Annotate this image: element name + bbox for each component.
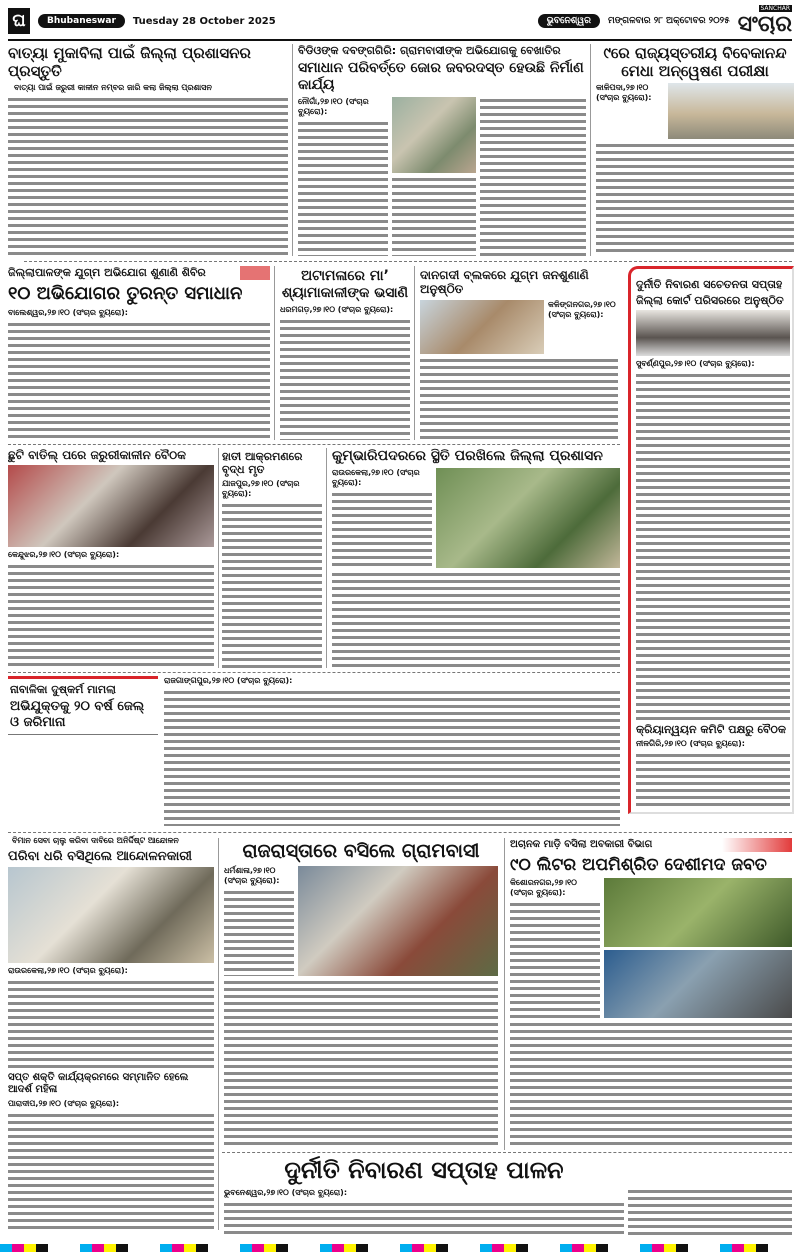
s2-photo xyxy=(392,97,476,173)
s5-dateline: ଧରମଗଡ଼,୨୭।୧୦ (ସଂଚାର ବ୍ୟୁରୋ): xyxy=(280,304,394,314)
s6-dateline: କଳିଙ୍ଗନଗର,୨୭।୧୦ (ସଂଚାର ବ୍ୟୁରୋ): xyxy=(548,299,616,319)
story-s2 xyxy=(298,44,586,256)
s3-photo xyxy=(668,83,794,139)
story-s8 xyxy=(8,448,214,668)
s15-body xyxy=(8,1112,214,1230)
s3-body xyxy=(596,142,794,256)
story-s9 xyxy=(222,450,322,668)
edition-date: Tuesday 28 October 2025 xyxy=(132,15,276,27)
divider xyxy=(24,261,792,262)
story-s13 xyxy=(224,840,498,1148)
story-s3 xyxy=(596,44,794,256)
divider xyxy=(8,832,792,833)
s12-subhead: ବିମାନ ସେବା ଚାଲୁ କରିବା ଦାବିରେ ଅନିର୍ଦ୍ଦିଷ୍ଟ ଆନ୍ଦୋଳନ xyxy=(12,836,179,845)
s16-body xyxy=(224,1201,624,1236)
s11-box xyxy=(8,676,158,735)
page-letter: ଘ xyxy=(8,8,30,34)
s12-body xyxy=(8,979,214,1068)
registration-marks xyxy=(0,1244,800,1252)
edition-date-odia: ମଙ୍ଗଳବାର ୨୮ ଅକ୍ଟୋବର ୨୦୨୫ xyxy=(607,16,730,26)
s3-headline: ୯ରେ ରାଜ୍ୟସ୍ତରୀୟ ବିବେକାନନ୍ଦ ମେଧା ଅନ୍ୱେଷଣ ପରୀକ୍ଷା xyxy=(603,44,787,80)
s12-dateline: ରାଉରକେଲା,୨୭।୧୦ (ସଂଚାର ବ୍ୟୁରୋ): xyxy=(8,966,128,976)
divider xyxy=(8,672,620,673)
s2-kicker: ବିଡିଓଙ୍କ ଦବଙ୍ଗଗିରି: ଗ୍ରାମବାସୀଙ୍କ ଅଭିଯୋଗକୁ ବେଖାତିର xyxy=(298,44,561,57)
article-body-text xyxy=(224,979,498,1148)
s10-dateline: ରାଉରକେଲା,୨୭।୧୦ (ସଂଚାର ବ୍ୟୁରୋ): xyxy=(332,467,420,487)
s7-photo xyxy=(636,310,790,356)
story-s5 xyxy=(280,268,410,440)
s2-body xyxy=(298,120,388,256)
story-s10 xyxy=(332,448,620,668)
s14-body xyxy=(510,1021,792,1148)
s7-body xyxy=(636,372,790,720)
edition-city: Bhubaneswar xyxy=(38,14,125,28)
s5-body xyxy=(280,318,410,440)
s14-photo-2 xyxy=(604,950,792,1019)
s10-headline: କୁମ୍ଭାରିପଦରରେ ସ୍ଥିତି ପରଖିଲେ ଜିଲ୍ଲା ପ୍ରଶାସନ xyxy=(332,448,603,464)
s13-photo xyxy=(298,866,498,976)
s7-headline1: ଦୁର୍ନୀତି ନିବାରଣ ସଚେତନତା ସପ୍ତାହ xyxy=(636,278,783,291)
article-body-text xyxy=(332,491,432,568)
s8-body xyxy=(8,563,214,668)
s10-body xyxy=(332,571,620,668)
divider xyxy=(504,838,505,1150)
s1-headline: ବାତ୍ୟା ମୁକାବିଲା ପାଇଁ ଜିଲ୍ଲା ପ୍ରଶାସନର ପ୍ରସ୍ତୁତି xyxy=(8,44,251,80)
s13-dateline: ଧର୍ମଶାଳା,୨୭।୧୦ (ସଂଚାର ବ୍ୟୁରୋ): xyxy=(224,865,280,885)
article-body-text xyxy=(392,176,476,256)
s4-headline: ୧୦ ଅଭିଯୋଗର ତୁରନ୍ତ ସମାଧାନ xyxy=(8,283,243,304)
s3-dateline: କାଳିପଦା,୨୭।୧୦ (ସଂଚାର ବ୍ୟୁରୋ): xyxy=(596,83,652,102)
s14-photo-1 xyxy=(604,878,792,947)
s9-body xyxy=(222,502,322,668)
divider xyxy=(8,444,620,445)
s8-dateline: କେନ୍ଦୁଝର,୨୭।୧୦ (ସଂଚାର ବ୍ୟୁରୋ): xyxy=(8,550,120,560)
s11-headline: ଅଭିଯୁକ୍ତକୁ ୨୦ ବର୍ଷ ଜେଲ୍ ଓ ଜରିମାନା xyxy=(10,699,145,730)
s6-headline: ଦାନଗଦୀ ବ୍ଲକରେ ଯୁଗ୍ମ ଜନଶୁଣାଣି ଅନୁଷ୍ଠିତ xyxy=(420,268,589,297)
s7-sub-headline: କ୍ରିୟାନ୍ୱୟନ କମିଟି ପକ୍ଷରୁ ବୈଠକ xyxy=(636,722,786,736)
article-body-text xyxy=(480,97,586,256)
divider xyxy=(292,44,293,256)
divider xyxy=(218,838,219,1230)
s4-dateline: ବାଲେଶ୍ୱର,୨୭।୧୦ (ସଂଚାର ବ୍ୟୁରୋ): xyxy=(8,307,128,317)
s11-kicker: ନାବାଳିକା ଦୁଷ୍କର୍ମ ମାମଲା xyxy=(10,683,116,696)
s11-dateline: ରାଜଗାଙ୍ଗପୁର,୨୭।୧୦ (ସଂଚାର ବ୍ୟୁରୋ): xyxy=(164,676,293,685)
divider xyxy=(414,266,415,440)
s11-body xyxy=(164,689,620,826)
s6-photo xyxy=(420,300,544,354)
story-s16 xyxy=(224,1156,792,1236)
divider xyxy=(326,448,327,668)
red-accent-block xyxy=(240,266,270,280)
story-s4 xyxy=(8,266,270,440)
s12-headline: ପରିବା ଧରି ବସିଥିଲେ ଆନ୍ଦୋଳନକାରୀ xyxy=(8,848,192,864)
article-body-text xyxy=(628,1188,792,1236)
s9-headline: ହାତୀ ଆକ୍ରମଣରେ ବୃଦ୍ଧ ମୃତ xyxy=(222,450,303,477)
logo-tag: SANCHAR xyxy=(760,4,790,12)
s13-body xyxy=(224,889,294,976)
s8-photo xyxy=(8,465,214,547)
article-body-text xyxy=(636,752,790,810)
s6-body xyxy=(420,357,618,440)
story-s11 xyxy=(8,676,620,826)
divider xyxy=(274,266,275,440)
divider xyxy=(218,448,219,668)
s10-photo xyxy=(436,468,620,568)
s4-kicker: ଜିଲ୍ଲାପାଳଙ୍କ ଯୁଗ୍ମ ଅଭିଯୋଗ ଶୁଣାଣି ଶିବିର xyxy=(8,266,206,280)
story-s6 xyxy=(420,268,618,440)
s14-kicker: ଅଚାନକ ମାଡ଼ି ବସିଲା ଅବକାରୀ ବିଭାଗ xyxy=(510,839,653,850)
divider xyxy=(590,44,591,256)
s7-dateline: ସୁବର୍ଣ୍ଣପୁର,୨୭।୧୦ (ସଂଚାର ବ୍ୟୁରୋ): xyxy=(636,359,755,369)
s16-headline: ଦୁର୍ନୀତି ନିବାରଣ ସପ୍ତାହ ପାଳନ xyxy=(284,1156,564,1184)
s2-dateline: ନୌଗାଁ,୨୭।୧୦ (ସଂଚାର ବ୍ୟୁରୋ): xyxy=(298,96,369,116)
s7-headline2: ଜିଲ୍ଲା କୋର୍ଟ ପରିସରରେ ଅନୁଷ୍ଠିତ xyxy=(636,294,784,308)
story-s15 xyxy=(8,1072,214,1230)
edition-city-odia: ଭୁବନେଶ୍ୱର xyxy=(538,14,600,28)
s5-headline: ଅଟାମଳାରେ ମା’ ଶ୍ୟାମାକାଳୀଙ୍କ ଭସାଣି xyxy=(281,268,409,301)
s16-dateline: ଭୁବନେଶ୍ୱର,୨୭।୧୦ (ସଂଚାର ବ୍ୟୁରୋ): xyxy=(224,1187,348,1197)
article-body-text xyxy=(510,901,600,1018)
story-s12 xyxy=(8,836,214,1068)
s12-photo xyxy=(8,867,214,963)
s15-headline: ସପ୍ତ ଶକ୍ତି କାର୍ଯ୍ୟକ୍ରମରେ ସମ୍ମାନିତ ହେଲେ ଆଦର୍ଶ ମହିଳା xyxy=(8,1072,189,1095)
s1-subhead: ବାତ୍ୟା ପାଇଁ ଜରୁରୀ କାଳୀନ ନମ୍ବର ଜାରି କଲା ଜିଲ୍ଲା ପ୍ରଶାସନ xyxy=(14,83,212,92)
divider xyxy=(222,1152,792,1153)
story-s1 xyxy=(8,44,288,256)
masthead-rule xyxy=(8,39,792,41)
divider xyxy=(722,838,792,852)
s8-headline: ଛୁଟି ବାତିଲ୍ ପରେ ଜରୁରୀକାଳୀନ ବୈଠକ xyxy=(8,448,186,462)
s4-body xyxy=(8,321,270,440)
s14-dateline: କିଶୋରନଗର,୨୭।୧୦ (ସଂଚାର ବ୍ୟୁରୋ): xyxy=(510,878,577,898)
s9-dateline: ଯାଜପୁର,୨୭।୧୦ (ସଂଚାର ବ୍ୟୁରୋ): xyxy=(222,479,300,499)
s15-dateline: ପାରାଦୀପ,୨୭।୧୦ (ସଂଚାର ବ୍ୟୁରୋ): xyxy=(8,1099,120,1108)
s7-sub-dateline: ନୀଳଗିରି,୨୭।୧୦ (ସଂଚାର ବ୍ୟୁରୋ): xyxy=(636,739,745,749)
story-s14 xyxy=(510,838,792,1148)
masthead xyxy=(8,4,792,38)
newspaper-logo: ସଂଚାର xyxy=(737,11,792,37)
s1-body xyxy=(8,96,288,256)
s13-headline: ରାଜରାସ୍ତାରେ ବସିଲେ ଗ୍ରାମବାସୀ xyxy=(242,840,480,862)
s14-headline: ୯୦ ଲିଟର ଅପମିଶ୍ରିତ ଦେଶୀମଦ ଜବତ xyxy=(510,855,767,875)
s2-headline: ସମାଧାନ ପରିବର୍ତ୍ତେ ଜୋର ଜବରଦସ୍ତ ହେଉଛି ନିର୍ମାଣ କାର୍ଯ୍ୟ xyxy=(298,60,584,93)
newspaper-logo-block xyxy=(738,5,792,38)
story-s7 xyxy=(636,278,790,810)
